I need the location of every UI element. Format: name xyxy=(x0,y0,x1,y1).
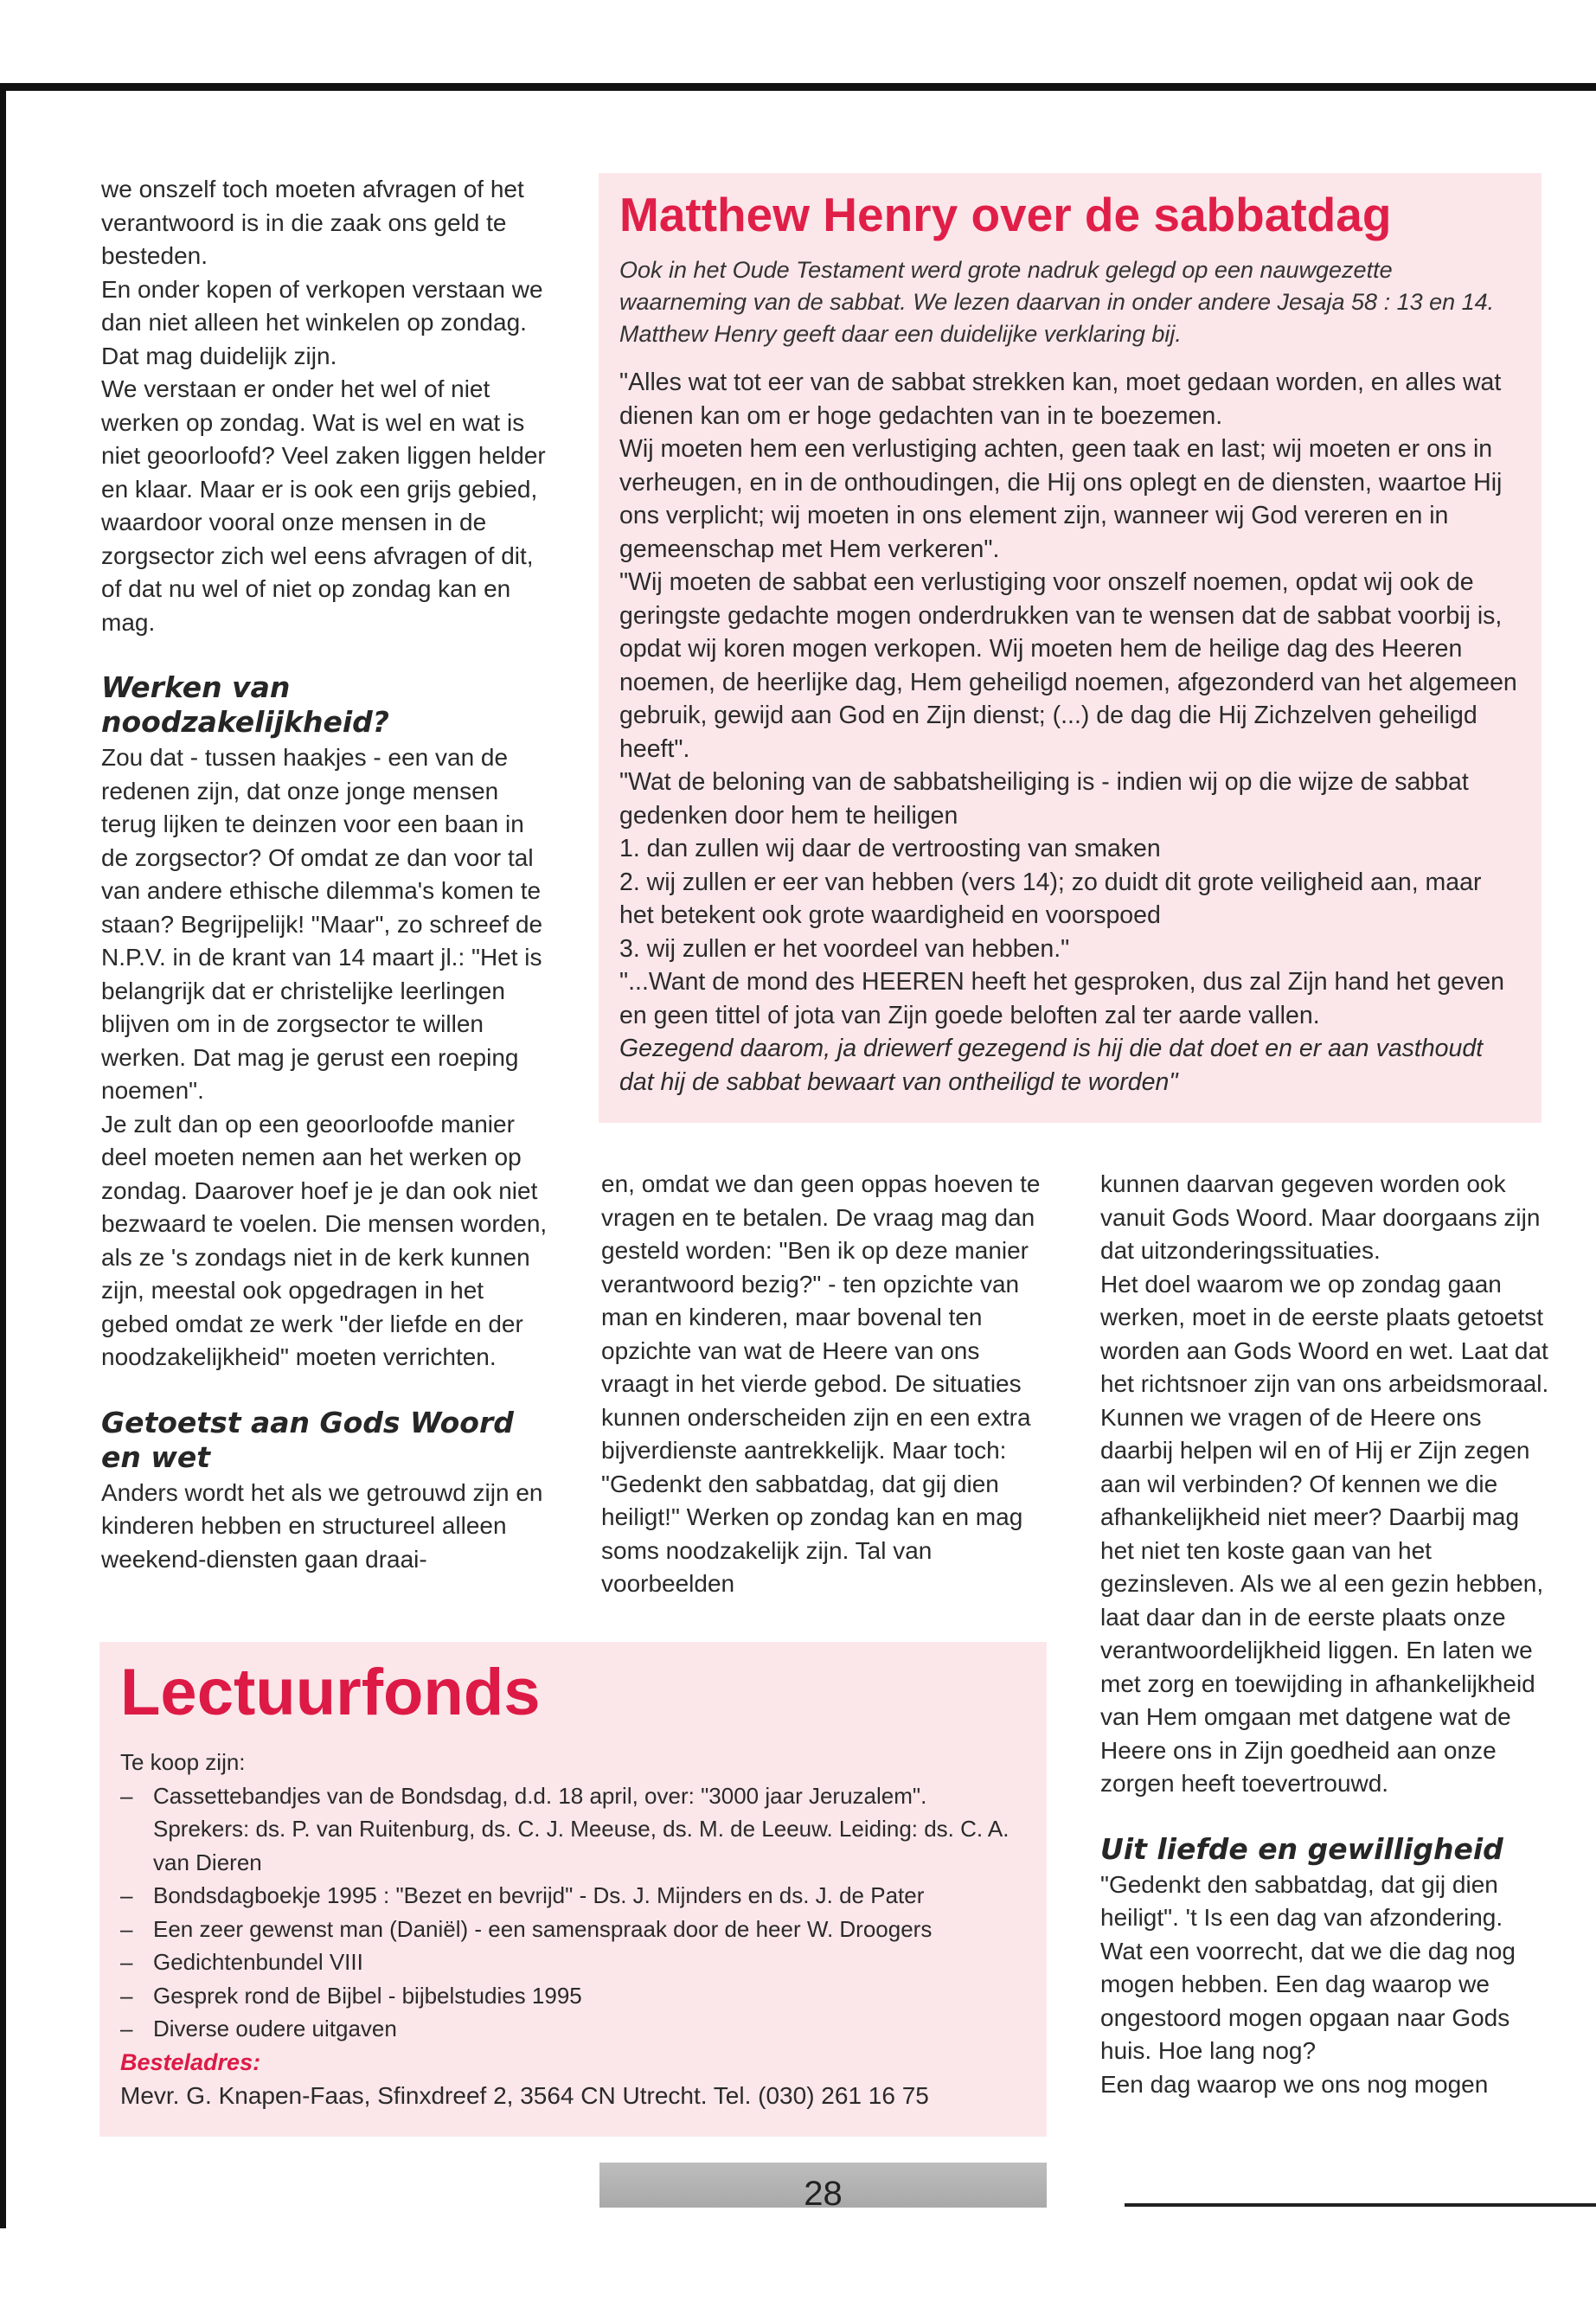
quote-closing: Gezegend daarom, ja driewerf gezegend is hij die dat doet en er aan vasthoudt dat hij de sabbat bewaart van ontheiligd te worden" xyxy=(619,1035,1484,1096)
list-item xyxy=(120,1879,1026,1913)
list-item-text: Bondsdagboekje 1995 : "Bezet en bevrijd" - Ds. J. Mijnders en ds. J. de Pater xyxy=(153,1882,925,1908)
dash-bullet-icon: – xyxy=(120,2016,133,2041)
section-heading-noodzakelijkheid: Werken van noodzakelijkheid? xyxy=(101,670,389,739)
right-column xyxy=(1100,1168,1550,2101)
left-border-rule xyxy=(0,83,6,2228)
matthew-henry-title: Matthew Henry over de sabbatdag xyxy=(619,188,1392,241)
middle-column xyxy=(601,1168,1051,1601)
body-paragraph: Het doel waarom we op zondag gaan werken, moet in de eerste plaats getoetst worden aan Gods Woord en wet. Laat dat het richtsnoer zijn van ons arbeidsmoraal. Kunnen we vragen of de Heere ons daarbij helpen wil en of Hij er Zijn zegen aan wil verbinden? Of kennen we die afhankelijkheid niet meer? Daarbij mag het niet ten koste gaan van het gezinsleven. Als we al een gezin hebben, laat daar dan in de eerste plaats onze verantwoordelijkheid liggen. En laten we met zorg en toewijding in afhankelijkheid van Hem omgaan met datgene wat de Heere ons in Zijn goedheid aan onze zorgen heeft toevertrouwd. xyxy=(1100,1270,1549,1797)
body-paragraph: "Gedenkt den sabbatdag, dat gij dien heiligt". 't Is een dag van afzondering. Wat een voorrecht, dat we die dag nog mogen hebben. Een dag waarop we ongestoord mogen opgaan naar Gods huis. Hoe lang nog? xyxy=(1100,1870,1516,2064)
list-item xyxy=(120,1979,1026,2013)
quote-list-item: 2. wij zullen er eer van hebben (vers 14); zo duidt dit grote veiligheid aan, maar het betekent ook grote waardigheid en voorspoed xyxy=(619,868,1482,929)
dash-bullet-icon: – xyxy=(120,1982,133,2009)
list-item-text: Gesprek rond de Bijbel - bijbelstudies 1995 xyxy=(153,1982,582,2009)
lectuurfonds-list xyxy=(120,1779,1026,2046)
page-number: 28 xyxy=(804,2175,843,2208)
quote-list-item: 3. wij zullen er het voordeel van hebben." xyxy=(619,934,1070,963)
body-paragraph: kunnen daarvan gegeven worden ook vanuit Gods Woord. Maar doorgaans zijn dat uitzonderingssituaties. xyxy=(1100,1170,1541,1264)
list-item-text: Cassettebandjes van de Bondsdag, d.d. 18 april, over: "3000 jaar Jeruzalem". Sprekers: ds. P. van Ruitenburg, ds. C. J. Meeuse, ds. M. de Leeuw. Leiding: ds. C. A. van Dieren xyxy=(153,1782,1010,1875)
body-paragraph: En onder kopen of verkopen verstaan we dan niet alleen het winkelen op zondag. Dat mag duidelijk zijn. xyxy=(101,275,543,369)
quote-paragraph: "Alles wat tot eer van de sabbat strekken kan, moet gedaan worden, en alles wat dienen kan om er hoge gedachten van in te boezemen. xyxy=(619,369,1502,430)
dash-bullet-icon: – xyxy=(120,1782,133,1809)
dash-bullet-icon: – xyxy=(120,1882,133,1908)
quote-paragraph: Wij moeten hem een verlustiging achten, geen taak en last; wij moeten er ons in verheugen, en in de onthoudingen, die Hij ons oplegt en de diensten, waartoe Hij ons verplicht; wij moeten in ons element zijn, wanneer wij God vereren en in gemeenschap met Hem verkeren". xyxy=(619,435,1503,563)
order-address: Mevr. G. Knapen-Faas, Sfinxdreef 2, 3564 CN Utrecht. Tel. (030) 261 16 75 xyxy=(120,2081,929,2109)
body-paragraph: Zou dat - tussen haakjes - een van de redenen zijn, dat onze jonge mensen terug lijken te deinzen voor een baan in de zorgsector? Of omdat ze dan voor tal van andere ethische dilemma's komen te staan? Begrijpelijk! "Maar", zo schreef de N.P.V. in de krant van 14 maart jl.: "Het is belangrijk dat er christelijke leerlingen blijven om in de zorgsector te willen werken. Dat mag je gerust een roeping noemen". xyxy=(101,744,543,1104)
list-item xyxy=(120,2012,1026,2046)
matthew-henry-body xyxy=(619,366,1521,1099)
section-heading-liefde: Uit liefde en gewilligheid xyxy=(1100,1831,1503,1866)
body-paragraph: Je zult dan op een geoorloofde manier deel moeten nemen aan het werken op zondag. Daarover hoef je je dan ook niet bezwaard te voelen. Die mensen worden, als ze 's zondags niet in de kerk kunnen zijn, meestal ook opgedragen in het gebed omdat ze werk "der liefde en der noodzakelijkheid" moeten verrichten. xyxy=(101,1110,548,1370)
list-item-text: Gedichtenbundel VIII xyxy=(153,1949,363,1975)
lectuurfonds-title: Lectuurfonds xyxy=(120,1656,541,1729)
quote-paragraph: "Wat de beloning van de sabbatsheiliging is - indien wij op die wijze de sabbat gedenken door hem te heiligen xyxy=(619,768,1469,830)
body-paragraph: we onszelf toch moeten afvragen of het verantwoord is in die zaak ons geld te besteden. xyxy=(101,176,524,269)
matthew-henry-box xyxy=(599,173,1542,1123)
lectuurfonds-box xyxy=(99,1642,1047,2137)
matthew-henry-intro: Ook in het Oude Testament werd grote nadruk gelegd op een nauwgezette waarneming van de sabbat. We lezen daarvan in onder andere Jesaja 58 : 13 en 14. Matthew Henry geeft daar een duidelijke verklaring bij. xyxy=(619,257,1495,347)
list-item xyxy=(120,1945,1026,1979)
lectuurfonds-intro: Te koop zijn: xyxy=(120,1749,246,1775)
address-label: Besteladres: xyxy=(120,2048,261,2075)
quote-paragraph: "...Want de mond des HEEREN heeft het gesproken, dus zal Zijn hand het geven en geen tittel of jota van Zijn goede beloften zal ter aarde vallen. xyxy=(619,968,1504,1029)
list-item-text: Een zeer gewenst man (Daniël) - een samenspraak door de heer W. Droogers xyxy=(153,1915,933,1942)
list-item xyxy=(120,1913,1026,1946)
bottom-rule xyxy=(1125,2203,1596,2207)
body-paragraph: en, omdat we dan geen oppas hoeven te vragen en te betalen. De vraag mag dan gesteld worden: "Ben ik op deze manier verantwoord bezig?" - ten opzichte van man en kinderen, maar bovenal ten opzichte van wat de Heere van ons vraagt in het vierde gebod. De situaties kunnen onderscheiden zijn en een extra bijverdienste aantrekkelijk. Maar toch: "Gedenkt den sabbatdag, dat gij dien heiligt!" Werken op zondag kan en mag soms noodzakelijk zijn. Tal van voorbeelden xyxy=(601,1170,1041,1597)
page-number-bar xyxy=(599,2163,1047,2208)
left-column xyxy=(101,173,551,1576)
quote-list-item: 1. dan zullen wij daar de vertroosting van smaken xyxy=(619,835,1161,862)
top-border-rule xyxy=(0,83,1596,91)
dash-bullet-icon: – xyxy=(120,1915,133,1942)
section-heading-getoetst: Getoetst aan Gods Woord en wet xyxy=(101,1405,514,1474)
quote-paragraph: "Wij moeten de sabbat een verlustiging voor onszelf noemen, opdat wij ook de geringste gedachte mogen onderdrukken van te wensen dat de sabbat voorbij is, opdat wij koren mogen verkopen. Wij moeten hem de heilige dag des Heeren noemen, de heerlijke dag, Hem geheiligd noemen, afgezonderd van het algemeen gebruik, gewijd aan God en Zijn dienst; (...) de dag die Hij Zichzelven geheiligd heeft". xyxy=(619,568,1517,763)
list-item-text: Diverse oudere uitgaven xyxy=(153,2016,397,2041)
list-item xyxy=(120,1779,1026,1880)
body-paragraph: Een dag waarop we ons nog mogen xyxy=(1100,2070,1489,2098)
body-paragraph: Anders wordt het als we getrouwd zijn en kinderen hebben en structureel alleen weekend-diensten gaan draai- xyxy=(101,1478,543,1573)
body-paragraph: We verstaan er onder het wel of niet werken op zondag. Wat is wel en wat is niet geoorloofd? Veel zaken liggen helder en klaar. Maar er is ook een grijs gebied, waardoor vooral onze mensen in de zorgsector zich wel eens afvragen of dit, of dat nu wel of niet op zondag kan en mag. xyxy=(101,375,546,636)
dash-bullet-icon: – xyxy=(120,1949,133,1975)
